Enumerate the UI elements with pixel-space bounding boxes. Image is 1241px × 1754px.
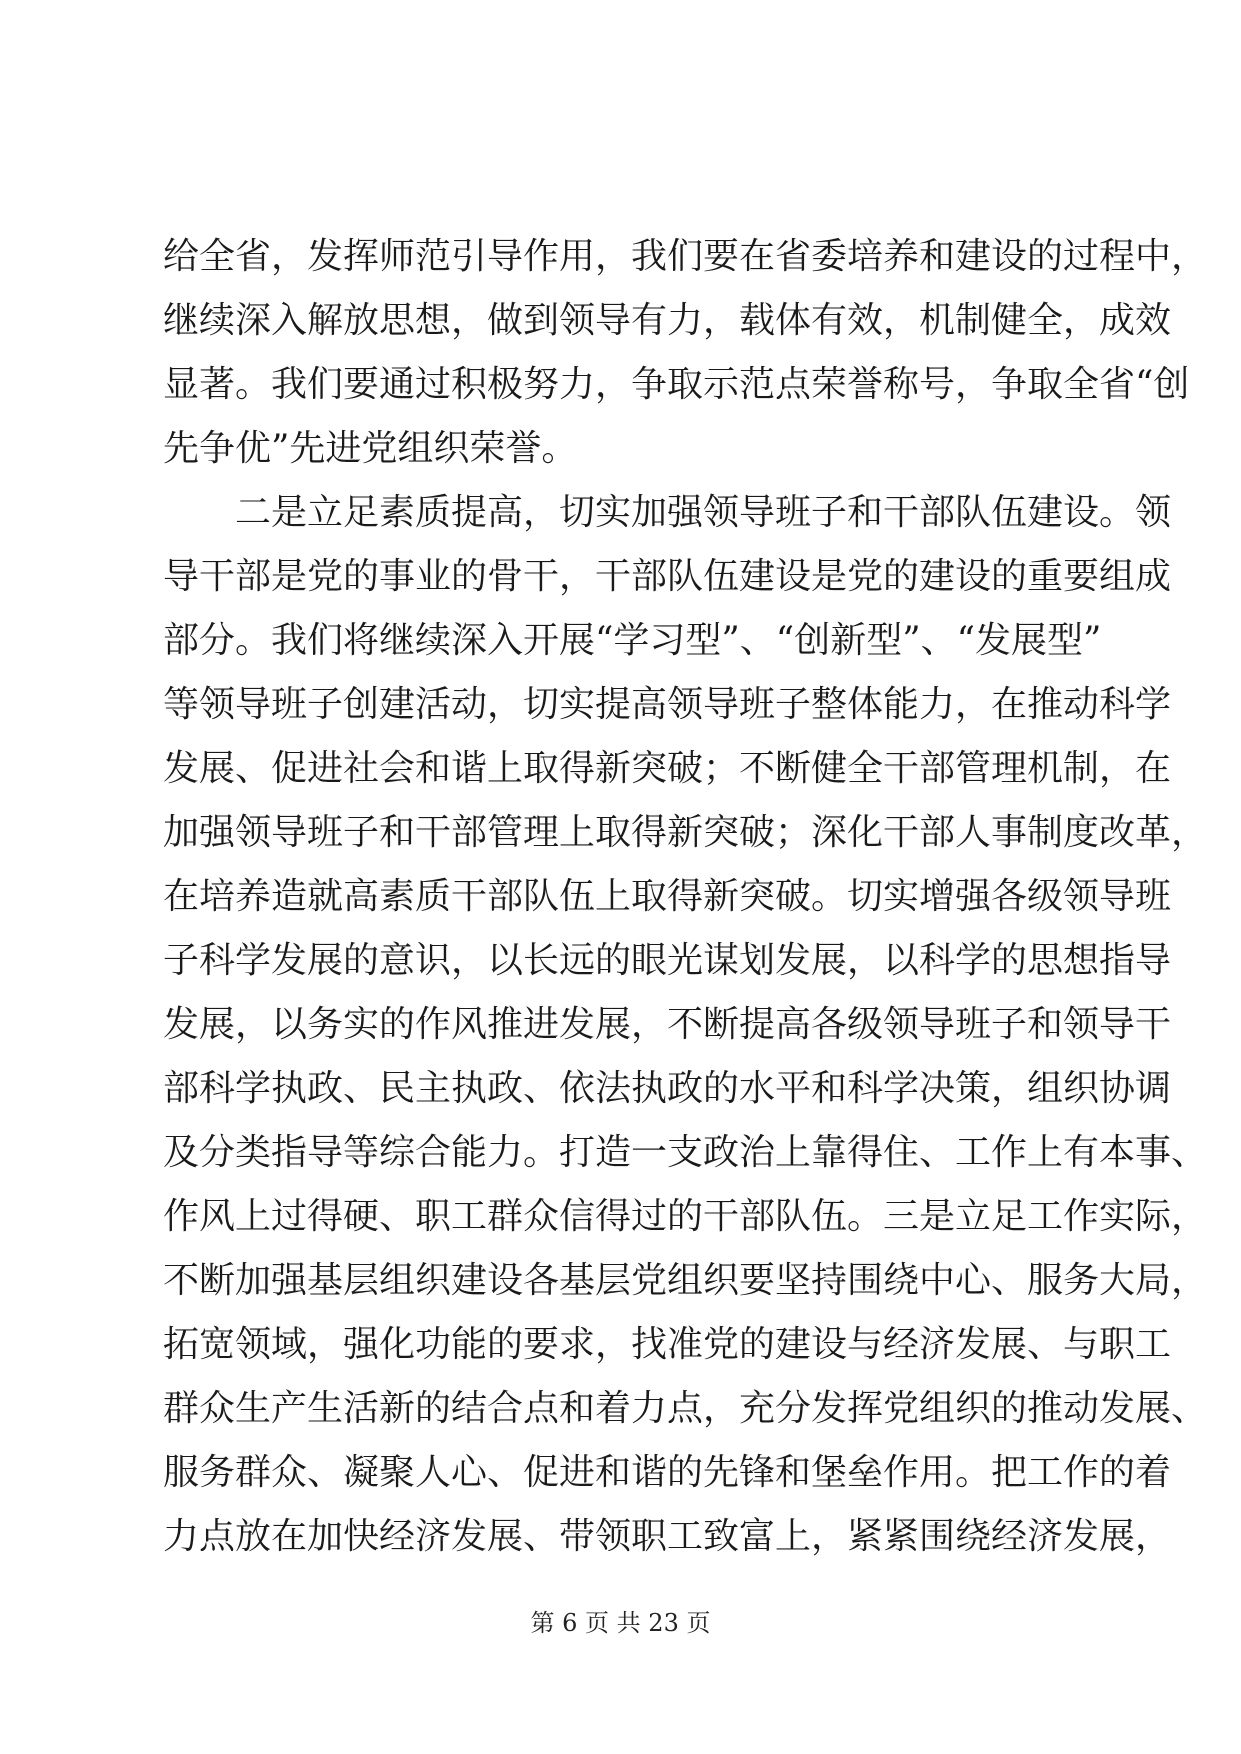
text-line: 及分类指导等综合能力。打造一支政治上靠得住、工作上有本事、 [163, 1132, 1208, 1173]
text-line: 给全省，发挥师范引导作用，我们要在省委培养和建设的过程中， [163, 236, 1208, 277]
text-line: 发展，以务实的作风推进发展，不断提高各级领导班子和领导干 [163, 1004, 1172, 1045]
text-line: 先争优”先进党组织荣誉。 [163, 428, 578, 469]
text-line: 群众生产生活新的结合点和着力点，充分发挥党组织的推动发展、 [163, 1388, 1208, 1429]
text-line: 作风上过得硬、职工群众信得过的干部队伍。三是立足工作实际， [163, 1196, 1208, 1237]
text-line: 等领导班子创建活动，切实提高领导班子整体能力，在推动科学 [163, 684, 1172, 725]
text-line: 加强领导班子和干部管理上取得新突破；深化干部人事制度改革， [163, 812, 1208, 853]
paragraph-1 [163, 225, 1208, 481]
text-line: 不断加强基层组织建设各基层党组织要坚持围绕中心、服务大局， [163, 1260, 1208, 1301]
text-line: 拓宽领域，强化功能的要求，找准党的建设与经济发展、与职工 [163, 1324, 1172, 1365]
text-line: 部科学执政、民主执政、依法执政的水平和科学决策，组织协调 [163, 1068, 1172, 1109]
text-line: 显著。我们要通过积极努力，争取示范点荣誉称号，争取全省“创 [163, 364, 1190, 405]
paragraph-2 [163, 481, 1208, 1569]
text-line: 子科学发展的意识，以长远的眼光谋划发展，以科学的思想指导 [163, 940, 1172, 981]
text-line: 力点放在加快经济发展、带领职工致富上，紧紧围绕经济发展， [163, 1516, 1172, 1557]
text-line: 二是立足素质提高，切实加强领导班子和干部队伍建设。领 [235, 492, 1172, 533]
text-line: 发展、促进社会和谐上取得新突破；不断健全干部管理机制，在 [163, 748, 1172, 789]
text-line: 在培养造就高素质干部队伍上取得新突破。切实增强各级领导班 [163, 876, 1172, 917]
text-line: 服务群众、凝聚人心、促进和谐的先锋和堡垒作用。把工作的着 [163, 1452, 1172, 1493]
document-body [163, 225, 1208, 1569]
text-line: 部分。我们将继续深入开展“学习型”、“创新型”、“发展型” [163, 620, 1102, 661]
text-line: 导干部是党的事业的骨干，干部队伍建设是党的建设的重要组成 [163, 556, 1172, 597]
page-number-footer: 第 6 页 共 23 页 [530, 1609, 711, 1637]
text-line: 继续深入解放思想，做到领导有力，载体有效，机制健全，成效 [163, 300, 1172, 341]
